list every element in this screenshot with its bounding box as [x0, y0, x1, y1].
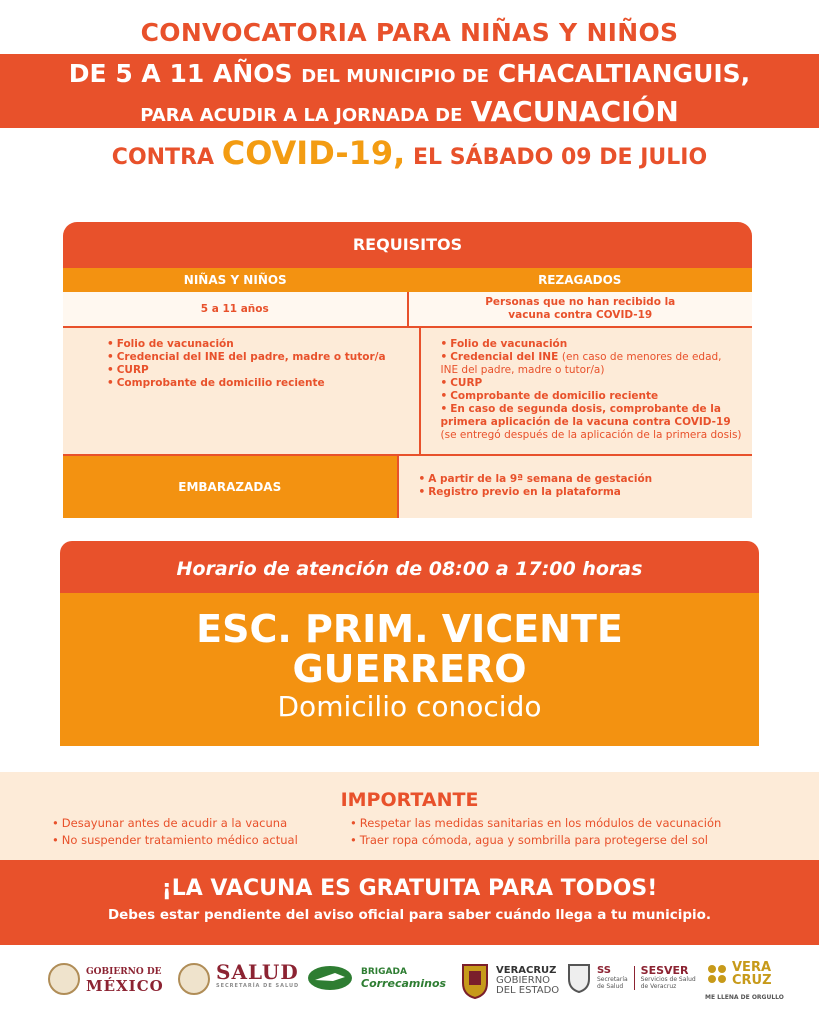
title-line-3	[0, 95, 819, 133]
sesver-sub-1: Servicios de Salud	[640, 976, 696, 983]
important-col-left	[52, 815, 350, 849]
embarazadas-items	[399, 456, 753, 518]
table-row	[63, 292, 752, 328]
roadrunner-icon	[305, 963, 355, 993]
list-item: • Credencial del INE del padre, madre o tutor/a	[107, 351, 386, 363]
rezagados-desc: Personas que no han recibido la vacuna contra COVID-19	[485, 296, 676, 321]
rezagados-desc-cell	[409, 292, 753, 326]
requirements-subheader	[63, 268, 752, 292]
salud-sub: SECRETARÍA DE SALUD	[216, 983, 300, 989]
table-row	[63, 456, 752, 518]
vacunacion-text: VACUNACIÓN	[470, 95, 679, 128]
banner-title: ¡LA VACUNA ES GRATUITA PARA TODOS!	[161, 876, 658, 901]
list-item: • No suspender tratamiento médico actual	[52, 833, 298, 847]
mexico-seal-icon	[48, 963, 80, 995]
ver-line-3: DEL ESTADO	[496, 985, 560, 996]
school-name	[60, 593, 759, 689]
ss-shield-icon	[567, 963, 591, 993]
jornada-text: PARA ACUDIR A LA JORNADA DE	[140, 105, 463, 126]
list-item: • CURP	[107, 364, 149, 376]
title-line-1: CONVOCATORIA PARA NIÑAS Y NIÑOS	[140, 18, 679, 47]
schedule-block	[60, 541, 759, 746]
vc-line-2: CRUZ	[732, 973, 772, 988]
salud-seal-icon	[178, 963, 210, 995]
list-item: • CURP	[440, 377, 483, 389]
list-item: • Respetar las medidas sanitarias en los módulos de vacunación	[350, 816, 722, 830]
banner-subtitle: Debes estar pendiente del aviso oficial para saber cuándo llega a tu municipio.	[107, 907, 712, 923]
list-item: • Comprobante de domicilio reciente	[107, 377, 325, 389]
school-address: Domicilio conocido	[277, 690, 542, 723]
gobierno-mexico-logo	[48, 963, 164, 995]
title-line-2	[0, 54, 819, 95]
col-header-rezagados: REZAGADOS	[538, 273, 622, 287]
list-item: • Registro previo en la plataforma	[418, 486, 621, 498]
list-item: • En caso de segunda dosis, comprobante de la primera aplicación de la vacuna contra COVID-19 (se entregó después de la aplicación de la primera dosis)	[440, 403, 742, 441]
location-panel	[60, 593, 759, 746]
important-section	[0, 772, 819, 860]
table-row	[63, 328, 752, 456]
municipio-prefix: DEL MUNICIPIO DE	[301, 66, 490, 87]
important-col-right	[350, 815, 721, 849]
free-vaccine-banner	[0, 860, 819, 945]
ninos-docs-cell	[63, 328, 421, 454]
sesver-sub-2: de Veracruz	[640, 983, 677, 990]
brigada-logo	[305, 963, 446, 993]
schedule-hours: Horario de atención de 08:00 a 17:00 horas	[60, 541, 759, 593]
ss-sesver-logo	[567, 963, 696, 993]
requirements-table	[63, 222, 752, 516]
list-item: • Folio de vacunación	[440, 338, 568, 350]
veracruz-gobierno-logo	[460, 963, 559, 999]
school-line-2: GUERRERO	[292, 647, 527, 691]
important-title: IMPORTANTE	[340, 789, 479, 811]
vc-line-1: VERA	[732, 960, 772, 975]
important-items	[0, 815, 819, 849]
logo-strip	[0, 955, 819, 1015]
ss-text: SS	[597, 965, 611, 976]
ss-sub-1: Secretaría	[597, 976, 628, 983]
brigada-text: BRIGADA	[361, 966, 407, 977]
list-item: • Desayunar antes de acudir a la vacuna	[52, 816, 288, 830]
school-line-1: ESC. PRIM. VICENTE	[196, 607, 623, 651]
age-cell: 5 a 11 años	[63, 292, 409, 326]
municipio-name: CHACALTIANGUIS,	[497, 59, 751, 88]
ss-sub-2: de Salud	[597, 983, 624, 990]
date-text: EL SÁBADO 09 DE JULIO	[413, 145, 708, 170]
sesver-text: SESVER	[640, 964, 689, 977]
veracruz-flower-icon	[706, 963, 728, 985]
veracruz-shield-icon	[460, 963, 490, 999]
rezagados-docs-cell	[421, 328, 753, 454]
embarazadas-label: EMBARAZADAS	[63, 456, 399, 518]
covid-text: COVID-19,	[221, 134, 406, 172]
col-header-ninos: NIÑAS Y NIÑOS	[183, 273, 287, 287]
veracruz-orgullo-logo	[706, 961, 772, 987]
title-line-4	[0, 134, 819, 172]
contra-text: CONTRA	[111, 145, 215, 170]
list-item: • Credencial del INE (en caso de menores de edad, INE del padre, madre o tutor/a)	[440, 351, 722, 376]
vc-tagline: ME LLENA DE ORGULLO	[705, 994, 784, 1001]
list-item: • Folio de vacunación	[107, 338, 234, 350]
age-range: DE 5 A 11 AÑOS	[68, 59, 293, 88]
title-band	[0, 54, 819, 128]
salud-text: SALUD	[216, 960, 299, 984]
list-item: • A partir de la 9ª semana de gestación	[418, 473, 653, 485]
list-item: • Comprobante de domicilio reciente	[440, 390, 659, 402]
requirements-title: REQUISITOS	[63, 222, 752, 268]
gob-line-2: MÉXICO	[86, 977, 164, 995]
ver-line-2: GOBIERNO	[496, 975, 551, 986]
ver-line-1: VERACRUZ	[496, 965, 557, 976]
list-item: • Traer ropa cómoda, agua y sombrilla para protegerse del sol	[350, 833, 708, 847]
correcaminos-text: Correcaminos	[361, 976, 447, 990]
salud-logo	[178, 960, 300, 995]
gob-line-1: GOBIERNO DE	[86, 967, 162, 977]
